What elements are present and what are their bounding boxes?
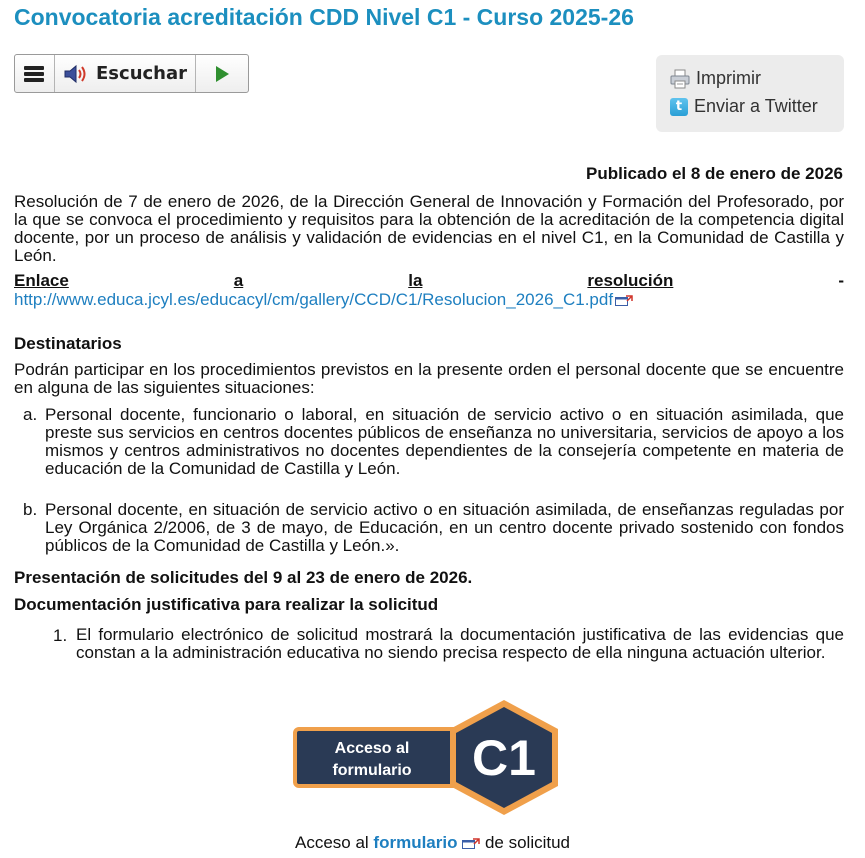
twitter-link[interactable] [670,96,818,117]
form-caption [0,833,865,853]
speaker-icon [63,64,89,84]
list-item-text: Personal docente, en situación de servicio activo o en situación asimilada, de enseñanzas reguladas por Ley Orgánica 2/2006, de 3 de mayo, de Educación, en un centro docente privado sostenido con fondos públicos de la Comunidad de Castilla y León.». [45,500,844,555]
banner-badge: C1 [472,730,536,786]
play-button[interactable] [196,55,248,92]
printer-icon [670,69,690,89]
link-word: a [233,271,244,290]
resolution-paragraph: Resolución de 7 de enero de 2026, de la Dirección General de Innovación y Formación del Profesorado, por la que se convoca el procedimiento y requisitos para la obtención de la acreditación de la competencia digital docente, por un proceso de análisis y validación de evidencias en el nivel C1, en la Comunidad de Castilla y León. [14,192,844,265]
link-word: Enlace [14,271,69,290]
destinatarios-heading: Destinatarios [14,334,122,353]
share-box [656,55,844,132]
resolution-link[interactable] [14,290,633,310]
caption-before: Acceso al [294,833,369,852]
print-link[interactable] [670,68,761,89]
link-word: la [408,271,423,290]
page-title: Convocatoria acreditación CDD Nivel C1 - Curso 2025-26 [14,4,634,30]
banner-line1: Acceso al [334,740,410,757]
listen-label: Escuchar [96,63,188,84]
list-marker: b. [23,500,38,519]
print-label: Imprimir [696,68,761,88]
external-link-icon [462,838,480,849]
publication-date: Publicado el 8 de enero de 2026 [586,164,843,183]
destinatarios-intro: Podrán participar en los procedimientos previstos en la presente orden el personal docente que se encuentre en alguna de las siguientes situaciones: [14,360,844,397]
hamburger-menu-icon [24,66,44,82]
player-menu-button[interactable] [15,55,55,92]
list-item [14,501,844,555]
list-item [14,406,844,478]
list-marker: 1. [53,626,68,645]
twitter-icon: t [670,98,688,116]
listen-button[interactable] [55,55,196,92]
resolution-link-url: http://www.educa.jcyl.es/educacyl/cm/gallery/CCD/C1/Resolucion_2026_C1.pdf [14,290,614,309]
twitter-label: Enviar a Twitter [694,96,818,116]
presentacion-heading: Presentación de solicitudes del 9 al 23 de enero de 2026. [14,568,473,587]
list-item-text: El formulario electrónico de solicitud mostrará la documentación justificativa de las evidencias que constan a la administración educativa no siendo precisa respecto de ella ninguna actuación ulterior. [76,625,844,662]
form-link[interactable]: formulario [373,833,458,852]
play-icon [214,65,230,83]
link-dash: - [838,271,844,290]
caption-after: de solicitud [484,833,571,852]
audio-player [14,54,249,93]
form-access-banner[interactable] [292,697,564,817]
external-link-icon [615,295,633,306]
list-item-text: Personal docente, funcionario o laboral, en situación de servicio activo o en situación asimilada, que preste sus servicios en centros docentes públicos de enseñanza no universitaria, servicios de apoyo a los mismos y centros administrativos no docentes dependientes de la consejería competente en materia de educación de la Comunidad de Castilla y León. [45,405,844,478]
banner-line2: formulario [332,762,412,779]
documentacion-heading: Documentación justificativa para realizar la solicitud [14,595,439,614]
resolution-link-label [14,272,844,290]
list-marker: a. [23,405,38,424]
link-word: resolución [587,271,674,290]
